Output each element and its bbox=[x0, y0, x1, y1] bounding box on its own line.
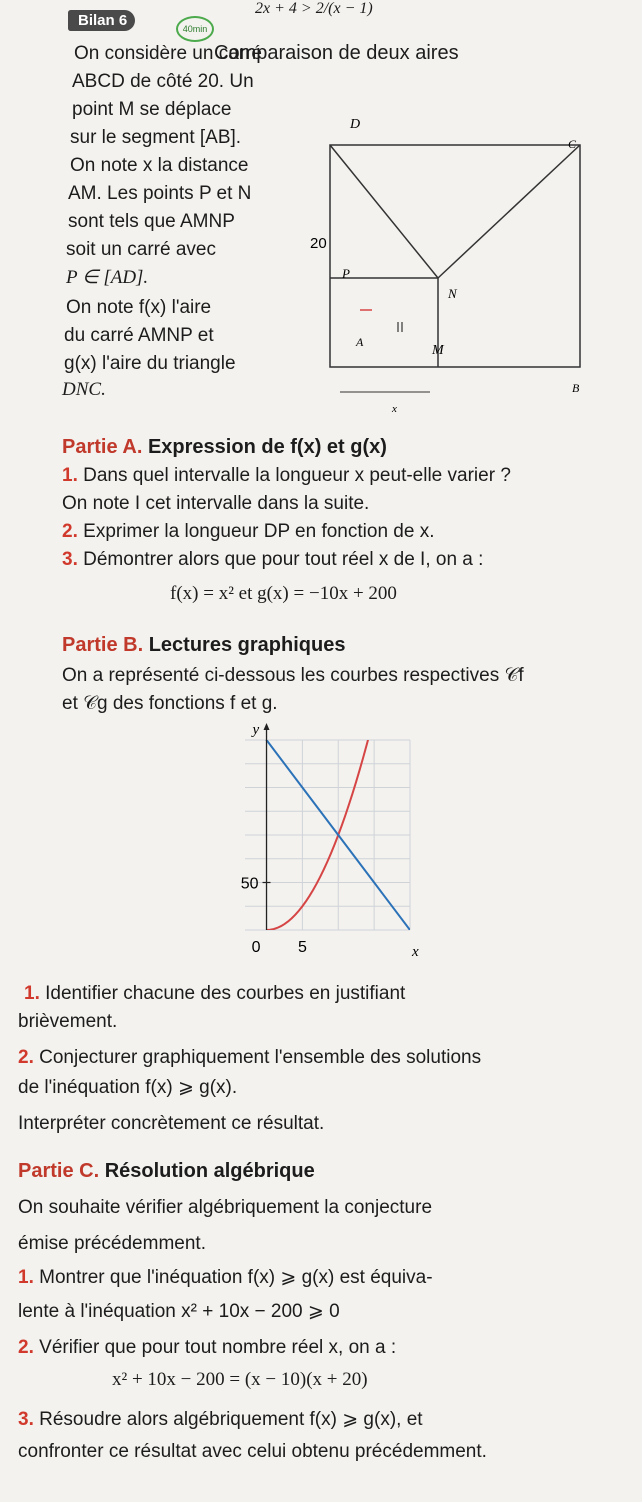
timer-icon: 40min bbox=[176, 16, 214, 42]
intro-line: AM. Les points P et N bbox=[68, 183, 252, 204]
label-p: P bbox=[342, 266, 350, 281]
segment-cn bbox=[438, 145, 580, 278]
part-c-q2: 2. Vérifier que pour tout nombre réel x, on a : bbox=[18, 1337, 397, 1358]
part-b-label: Partie B. bbox=[62, 634, 144, 656]
intro-line: On note x la distance bbox=[70, 155, 249, 176]
part-c-q3: 3. Résoudre alors algébriquement f(x) ⩾ g(x), et bbox=[18, 1409, 423, 1430]
part-a-q2: 2. Exprimer la longueur DP en fonction de x. bbox=[62, 521, 435, 542]
intro-line: DNC. bbox=[62, 379, 106, 400]
label-a: A bbox=[356, 335, 364, 349]
part-a-heading bbox=[62, 436, 387, 459]
part-b-heading bbox=[62, 634, 345, 657]
exercise-title: Comparaison de deux aires bbox=[214, 42, 459, 64]
exercise-badge: Bilan 6 bbox=[68, 10, 135, 31]
part-c-title: Résolution algébrique bbox=[104, 1160, 315, 1182]
part-a-q1b: On note I cet intervalle dans la suite. bbox=[62, 493, 370, 514]
part-c-q1b: lente à l'inéquation x² + 10x − 200 ⩾ 0 bbox=[18, 1301, 340, 1322]
part-c-text1: On souhaite vérifier algébriquement la conjecture bbox=[18, 1197, 433, 1218]
y-axis-label: y bbox=[252, 722, 260, 738]
label-side: 20 bbox=[310, 235, 327, 252]
part-b-q1: 1. Identifier chacune des courbes en justifiant bbox=[24, 983, 406, 1004]
label-m: M bbox=[432, 343, 444, 358]
label-x: x bbox=[392, 403, 397, 415]
intro-line: soit un carré avec bbox=[66, 239, 216, 260]
part-a-q3: 3. Démontrer alors que pour tout réel x de I, on a : bbox=[62, 549, 484, 570]
part-a-formula: f(x) = x² et g(x) = −10x + 200 bbox=[170, 583, 397, 604]
part-c-heading bbox=[18, 1160, 315, 1183]
part-b-text1: On a représenté ci-dessous les courbes respectives 𝒞f bbox=[62, 665, 524, 686]
intro-line: du carré AMNP et bbox=[64, 325, 214, 346]
part-c-q3b: confronter ce résultat avec celui obtenu précédemment. bbox=[18, 1441, 487, 1462]
intro-line: ABCD de côté 20. Un bbox=[72, 71, 254, 92]
part-b-q2c: Interpréter concrètement ce résultat. bbox=[18, 1113, 325, 1134]
intro-line: On note f(x) l'aire bbox=[66, 297, 212, 318]
square-amnp bbox=[330, 278, 438, 367]
square-figure bbox=[310, 110, 610, 420]
part-b-q1b: brièvement. bbox=[18, 1011, 118, 1032]
part-c-label: Partie C. bbox=[18, 1160, 100, 1182]
x-tick-label: 0 bbox=[251, 939, 261, 956]
label-d: D bbox=[350, 117, 361, 132]
square-abcd bbox=[330, 145, 580, 367]
segment-dn bbox=[330, 145, 438, 278]
part-a-label: Partie A. bbox=[62, 436, 143, 458]
part-b-title: Lectures graphiques bbox=[148, 634, 346, 656]
part-c-text2: émise précédemment. bbox=[18, 1233, 206, 1254]
corner-formula: 2x + 4 > 2/(x − 1) bbox=[255, 0, 373, 17]
y-tick-label: 50 bbox=[240, 875, 259, 893]
part-b-text2: et 𝒞g des fonctions f et g. bbox=[62, 693, 278, 714]
part-a-q1: 1. Dans quel intervalle la longueur x peut-elle varier ? bbox=[62, 465, 511, 486]
label-c: C bbox=[568, 137, 577, 151]
intro-line: sur le segment [AB]. bbox=[70, 127, 242, 148]
part-c-q1: 1. Montrer que l'inéquation f(x) ⩾ g(x) est équiva- bbox=[18, 1267, 433, 1288]
function-graph bbox=[200, 720, 440, 960]
label-n: N bbox=[448, 286, 457, 301]
intro-line: sont tels que AMNP bbox=[68, 211, 235, 232]
curve-g bbox=[231, 720, 410, 930]
label-b: B bbox=[572, 381, 580, 395]
part-b-q2: 2. Conjecturer graphiquement l'ensemble des solutions bbox=[18, 1047, 482, 1068]
intro-line: On considère un carré bbox=[74, 43, 262, 64]
part-c-formula: x² + 10x − 200 = (x − 10)(x + 20) bbox=[112, 1369, 368, 1390]
x-tick-label: 5 bbox=[297, 939, 307, 956]
intro-line: g(x) l'aire du triangle bbox=[64, 353, 236, 374]
intro-line: point M se déplace bbox=[72, 99, 232, 120]
part-b-q2b: de l'inéquation f(x) ⩾ g(x). bbox=[18, 1077, 238, 1098]
curve-f bbox=[267, 720, 382, 930]
part-a-title: Expression de f(x) et g(x) bbox=[147, 436, 387, 458]
intro-line: P ∈ [AD]. bbox=[66, 267, 149, 288]
x-axis-label: x bbox=[412, 944, 419, 960]
y-axis-arrow bbox=[264, 723, 270, 730]
